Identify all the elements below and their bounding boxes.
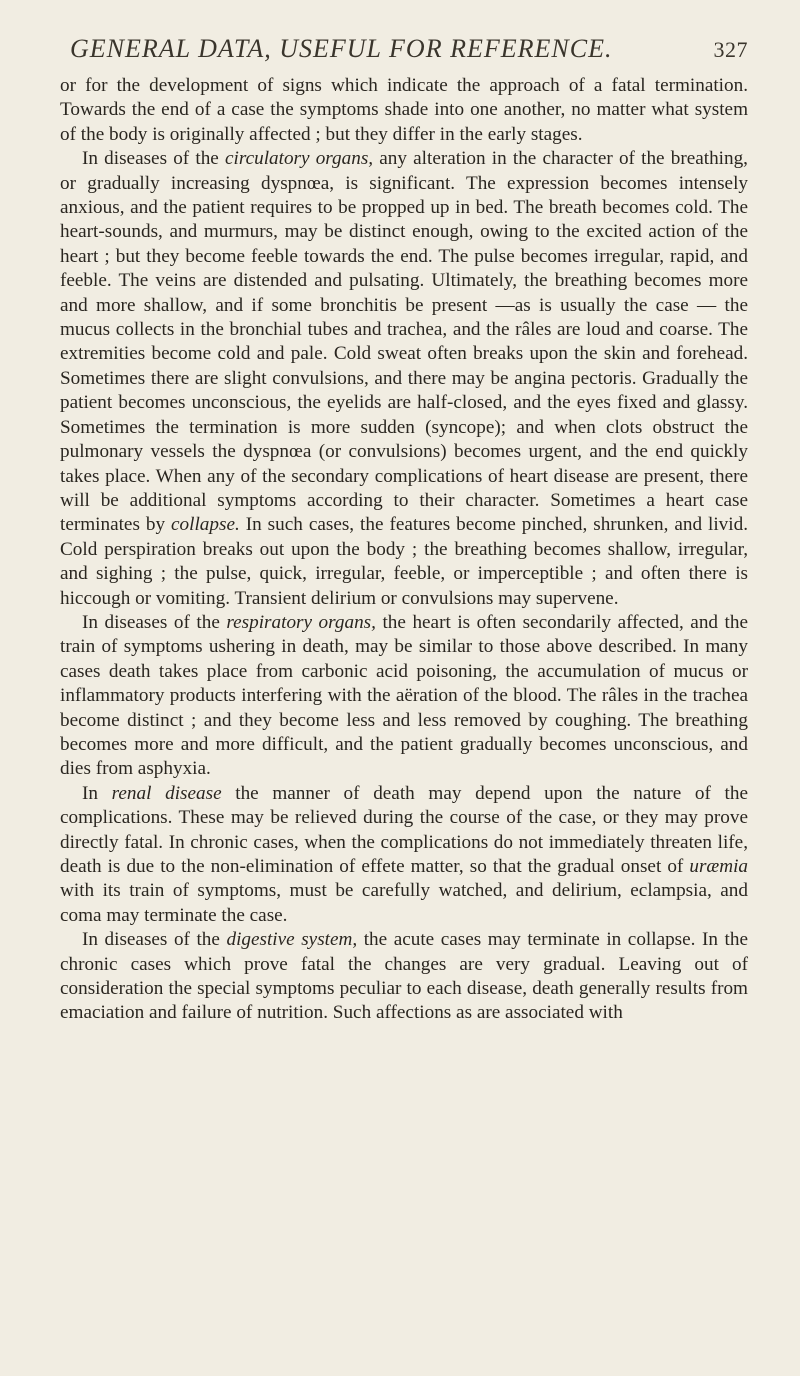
page-number: 327 <box>713 37 748 62</box>
paragraph-text: or for the development of signs which indicate the approach of a fatal termination. Towards the end of a case the symptoms shade into one another, no matter what system of the body is originally affected ; but they differ in the early stages. <box>60 75 748 145</box>
paragraph-text: In diseases of the <box>82 611 227 633</box>
paragraph-text: the heart is often secondarily affected, and the train of symptoms ushering in death, may be similar to those above described. In many cases death takes place from carbonic acid poisoning, the accumulation of mucus or inflammatory products interfering with the aëration of the blood. The râles in the trachea become distinct ; and they become less and less removed by coughing. The breathing becomes more and more difficult, and the patient gradually becomes unconscious, and dies from asphyxia. <box>60 611 748 780</box>
body-text <box>60 74 748 1026</box>
italic-term-uraemia: uræmia <box>689 856 748 877</box>
italic-term-digestive-system: digestive system, <box>226 929 358 951</box>
paragraph-text: the manner of death may depend upon the nature of the complications. These may be relieved during the course of the case, or they may prove directly fatal. In chronic cases, when the complications do not immediately threaten life, death is due to the non-elimination of effete matter, so that the gradual onset of <box>60 782 748 877</box>
italic-term-circulatory-organs: circulatory organs, <box>224 148 374 170</box>
paragraph-digestive <box>60 928 748 1026</box>
paragraph-text: any alteration in the character of the breathing, or gradually increasing dyspnœa, is significant. The expression becomes intensely anxious, and the patient requires to be propped up in bed. The breath becomes cold. The heart-sounds, and murmurs, may be distinct enough, owing to the excited action of the heart ; but they become feeble towards the end. The pulse becomes irregular, rapid, and feeble. The veins are distended and pulsating. Ultimately, the breathing becomes more and more shallow, and if some bronchitis be present —as is usually the case — the mucus collects in the bronchial tubes and trachea, and the râles are loud and coarse. The extremities become cold and pale. Cold sweat often breaks upon the skin and forehead. Sometimes there are slight convulsions, and there may be angina pectoris. Gradually the patient becomes unconscious, the eyelids are half-closed, and the eyes fixed and glassy. Sometimes the termination is more sudden (syncope); and when clots obstruct the pulmonary vessels the dyspnœa (or convulsions) becomes urgent, and the end quickly takes place. When any of the secondary complications of heart disease are present, there will be additional symptoms according to their character. Sometimes a heart case terminates by <box>60 148 748 536</box>
paragraph-text: In diseases of the <box>82 148 225 170</box>
paragraph-respiratory <box>60 611 748 782</box>
italic-term-collapse: collapse. <box>171 514 240 536</box>
italic-term-renal-disease: renal disease <box>111 782 222 804</box>
italic-term-respiratory-organs: respiratory organs, <box>226 611 376 633</box>
paragraph-text: In such cases, the features become pinched, shrunken, and livid. Cold perspiration breaks out upon the body ; the breathing becomes shallow, irregular, and sighing ; the pulse, quick, irregular, feeble, or imperceptible ; and often there is hiccough or vomiting. Transient delirium or convulsions may supervene. <box>60 514 748 609</box>
paragraph-text: In <box>82 782 112 804</box>
paragraph-text: In diseases of the <box>82 929 227 951</box>
paragraph-circulatory <box>60 147 748 611</box>
running-header <box>60 34 748 64</box>
running-title: GENERAL DATA, USEFUL FOR REFERENCE. <box>70 34 613 63</box>
paragraph-text: with its train of symptoms, must be carefully watched, and delirium, eclampsia, and coma may terminate the case. <box>60 880 748 926</box>
paragraph-text: the acute cases may terminate in collapse. In the chronic cases which prove fatal the changes are very gradual. Leaving out of consideration the special symptoms peculiar to each disease, death generally results from emaciation and failure of nutrition. Such affections as are associated with <box>60 929 748 1024</box>
paragraph-renal <box>60 782 748 928</box>
paragraph-1 <box>60 74 748 147</box>
